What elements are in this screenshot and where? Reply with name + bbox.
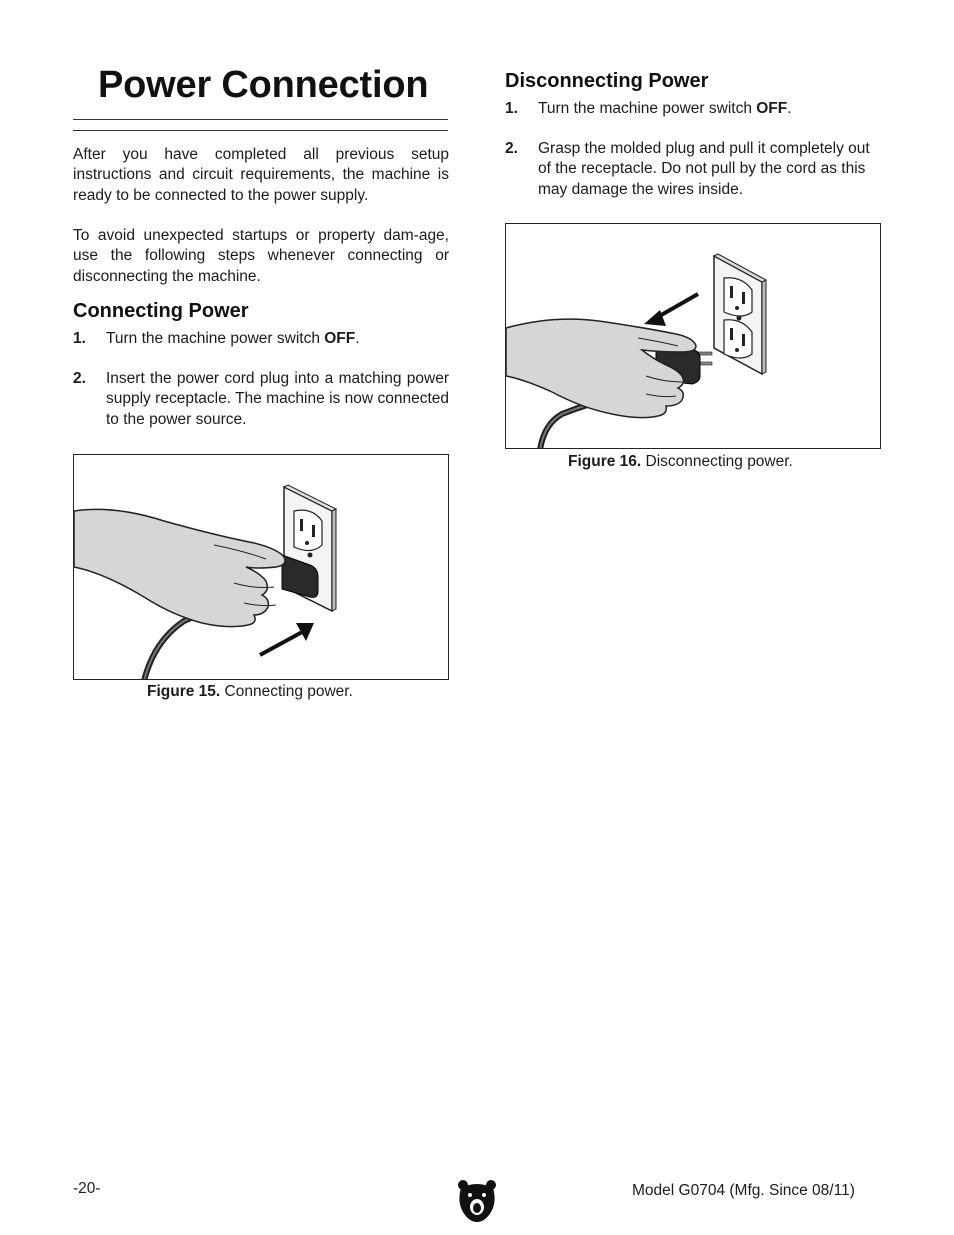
- step-text: Grasp the molded plug and pull it completely out of the receptacle. Do not pull by the cord as this may damage the wires inside.: [538, 140, 870, 198]
- plug-disconnecting-illustration: [506, 224, 881, 449]
- connecting-heading: Connecting Power: [73, 300, 249, 322]
- step-number: 1.: [505, 100, 518, 117]
- title-rule-bottom: [73, 130, 448, 131]
- step-text: Insert the power cord plug into a matching power supply receptacle. The machine is now connected to the power source.: [106, 370, 449, 428]
- intro-paragraph-1: After you have completed all previous setup instructions and circuit requirements, the machine is ready to be connected to the power supply.: [73, 146, 449, 204]
- intro-paragraph-2: To avoid unexpected startups or property dam-age, use the following steps whenever connecting or disconnecting the machine.: [73, 227, 449, 285]
- off-emphasis: OFF: [756, 100, 788, 117]
- step-number: 1.: [73, 330, 86, 347]
- step-text: Turn the machine power switch OFF.: [538, 100, 792, 117]
- bear-logo-icon: [457, 1178, 497, 1224]
- off-emphasis: OFF: [324, 330, 356, 347]
- connecting-step-2: [73, 369, 449, 433]
- step-number: 2.: [505, 140, 518, 157]
- disconnecting-step-2: [505, 139, 881, 203]
- disconnecting-step-1: [505, 99, 881, 121]
- step-number: 2.: [73, 370, 86, 387]
- figure-15-caption: Figure 15. Connecting power.: [147, 683, 353, 700]
- disconnecting-heading: Disconnecting Power: [505, 70, 709, 92]
- model-info: Model G0704 (Mfg. Since 08/11): [632, 1182, 855, 1199]
- figure-16-box: [505, 223, 881, 449]
- page-number: -20-: [73, 1180, 101, 1197]
- page-title: Power Connection: [98, 64, 429, 106]
- figure-16-caption: Figure 16. Disconnecting power.: [568, 453, 793, 470]
- figure-15-box: [73, 454, 449, 680]
- plug-connecting-illustration: [74, 455, 449, 680]
- connecting-step-1: [73, 329, 449, 351]
- step-text: Turn the machine power switch OFF.: [106, 330, 360, 347]
- title-rule-top: [73, 119, 448, 120]
